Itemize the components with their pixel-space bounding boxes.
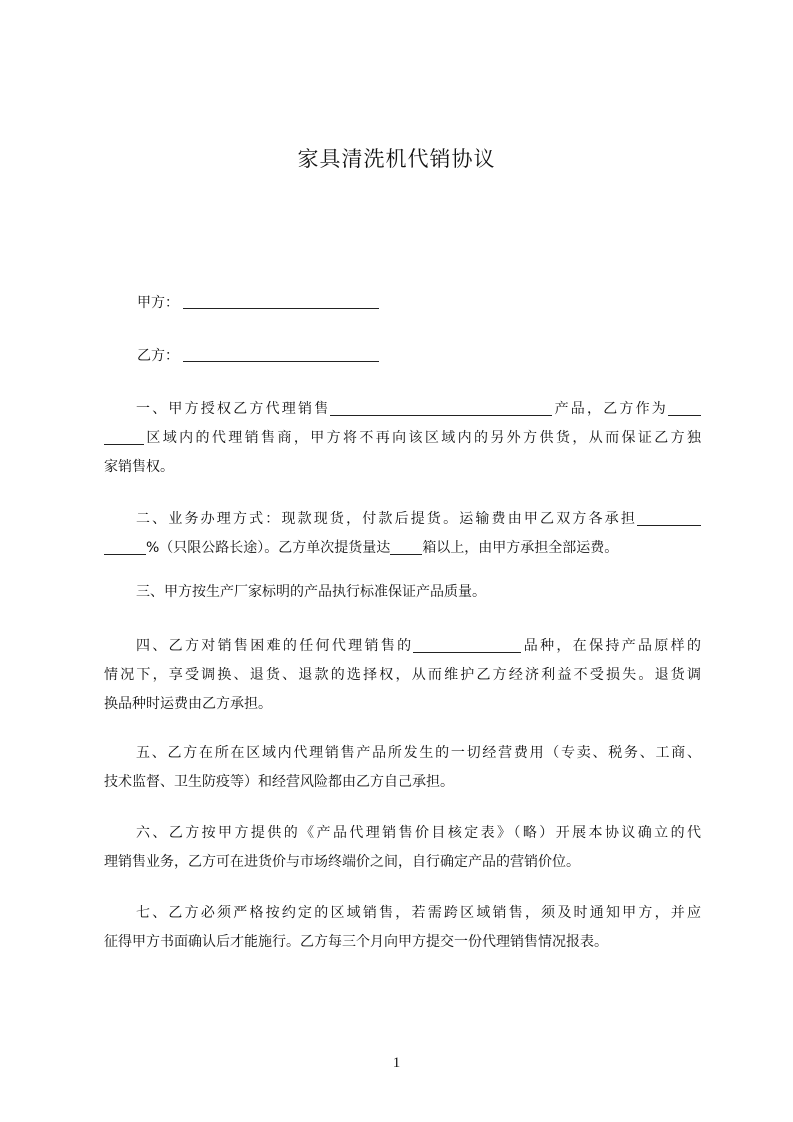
region-blank-a <box>668 400 701 416</box>
clause-7-text-b: 征得甲方书面确认后才能施行。乙方每三个月向甲方提交一份代理销售情况报表。 <box>104 934 608 950</box>
clause-1-text-c: 区域内的代理销售商，甲方将不再向该区域内的另外方供货，从而保证乙方独 <box>144 430 701 446</box>
clause-4-text-a: 四、乙方对销售困难的任何代理销售的 <box>136 638 414 654</box>
party-a-field <box>137 292 379 312</box>
product-blank <box>330 400 552 416</box>
clause-6 <box>104 819 701 877</box>
clause-4-text-b: 品种，在保持产品原样的 <box>521 638 701 654</box>
party-a-blank <box>183 294 379 309</box>
clause-7 <box>104 899 701 957</box>
clause-1-text-b: 产品，乙方作为 <box>552 401 669 417</box>
clause-6-text-b: 理销售业务，乙方可在进货价与市场终端价之间，自行确定产品的营销价位。 <box>104 854 580 870</box>
page-number: 1 <box>392 1055 401 1071</box>
document-title: 家具清洗机代销协议 <box>297 147 496 171</box>
freight-share-blank-a <box>637 510 701 526</box>
clause-2-text-b: %（只限公路长途）。乙方单次提货量达 <box>146 540 391 556</box>
clause-1-text-a: 一、甲方授权乙方代理销售 <box>136 401 331 417</box>
clause-4 <box>104 632 701 719</box>
clause-3-text: 三、甲方按生产厂家标明的产品执行标准保证产品质量。 <box>136 584 486 600</box>
clause-5 <box>104 739 701 797</box>
party-b-label: 乙方： <box>137 348 179 364</box>
party-b-field <box>137 345 379 365</box>
freight-share-blank-b <box>104 539 146 555</box>
clause-6-text-a: 六、乙方按甲方提供的《产品代理销售价目核定表》（略）开展本协议确立的代 <box>136 825 701 841</box>
clause-4-text-d: 换品种时运费由乙方承担。 <box>104 696 272 712</box>
clause-1 <box>104 395 701 482</box>
clause-2-text-a: 二、业务办理方式：现款现货，付款后提货。运输费由甲乙双方各承担 <box>136 511 637 527</box>
party-b-blank <box>183 347 379 362</box>
region-blank-b <box>104 429 144 445</box>
clause-2-text-c: 箱以上，由甲方承担全部运费。 <box>422 540 619 556</box>
clause-7-text-a: 七、乙方必须严格按约定的区域销售，若需跨区域销售，须及时通知甲方，并应 <box>136 905 701 921</box>
clause-4-text-c: 情况下，享受调换、退货、退款的选择权，从而维护乙方经济利益不受损失。退货调 <box>104 667 701 683</box>
party-a-label: 甲方： <box>137 295 179 311</box>
variety-blank <box>413 637 521 653</box>
clause-5-text-a: 五、乙方在所在区域内代理销售产品所发生的一切经营费用（专卖、税务、工商、 <box>136 745 701 761</box>
box-count-blank <box>390 539 422 555</box>
clause-1-text-d: 家销售权。 <box>104 459 174 475</box>
clause-3 <box>104 578 701 607</box>
clause-2 <box>104 505 701 563</box>
clause-5-text-b: 技术监督、卫生防疫等）和经营风险都由乙方自己承担。 <box>104 774 454 790</box>
